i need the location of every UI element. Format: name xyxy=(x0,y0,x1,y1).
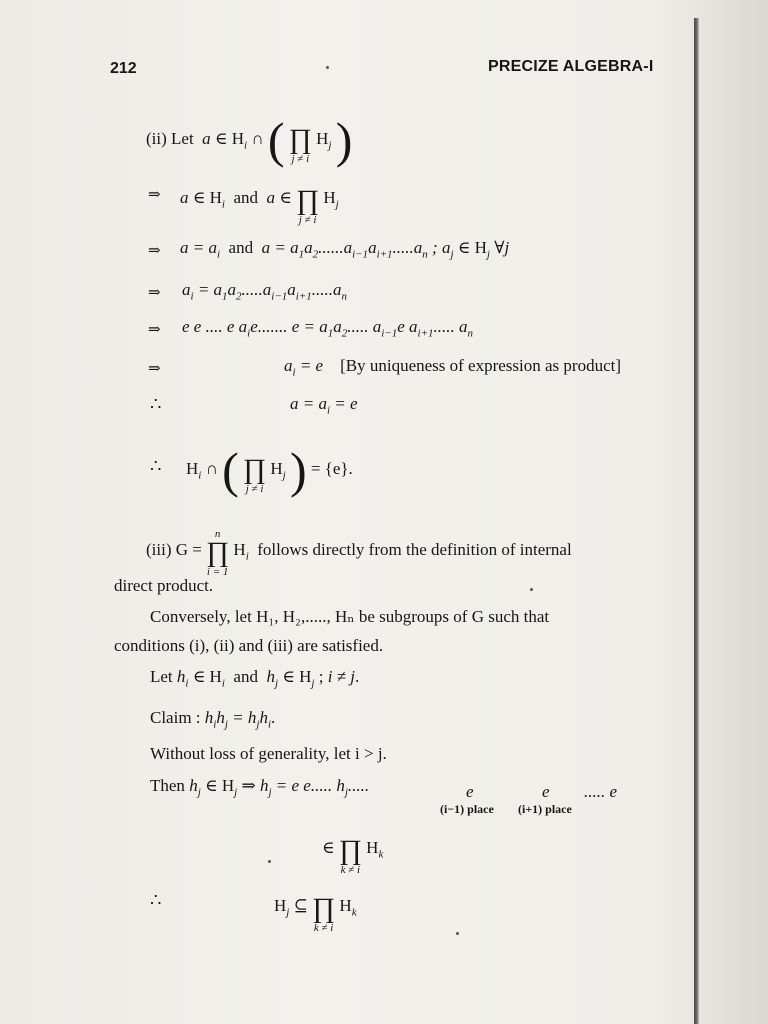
page-edge-shadow xyxy=(694,18,699,1024)
line-a-in-hi: a ∈ $H_i$ and a ∈ ∏ j ≠ i $H_j$ xyxy=(180,185,339,226)
conversely-line1: Conversely, let H₁, H₂,....., Hₙ be subgroups of G such that xyxy=(150,607,550,626)
item-ii-label: (ii) Let xyxy=(146,128,194,148)
line-a-equals-e: $a = a_i = e$ xyxy=(290,394,358,417)
line-ai-identity: $a_i = e$ [By uniqueness of expression as product] xyxy=(284,356,622,379)
e-at-i-plus-1: e xyxy=(542,782,550,801)
word-claim: Claim : xyxy=(150,708,201,727)
speck xyxy=(530,588,533,591)
line-iii: (iii) G = n ∏ i = 1 $H_i$ follows directly from the definition of internal xyxy=(146,528,572,578)
place-label-i-plus-1: (i+1) place xyxy=(518,802,572,816)
word-and: and xyxy=(228,238,254,257)
therefore-icon: ∴ xyxy=(150,394,162,414)
trivial-set: = {e}. xyxy=(310,458,353,478)
running-header: PRECIZE ALGEBRA-I xyxy=(488,58,654,75)
implies-icon: ⇒ xyxy=(148,361,161,377)
implies-icon: ⇒ xyxy=(148,322,161,338)
line-in-product-hk: ∈ ∏ k ≠ i $H_k$ xyxy=(322,835,384,876)
implies-icon: ⇒ xyxy=(148,243,161,259)
implies-icon: ⇒ xyxy=(148,285,161,301)
line-identity-product: e e .... e $a_ie$....... $e = a_1a_2$..... $a_{i-1}e$ $a_{i+1}$..... $a_n$ xyxy=(182,317,474,340)
therefore-icon: ∴ xyxy=(150,456,162,476)
word-let: Let xyxy=(150,667,173,686)
item-iii-label: (iii) G = xyxy=(146,539,202,559)
e-trailing: ..... e xyxy=(584,782,618,801)
line-ai-product: $a_i = a_1a_2.....a_{i-1}a_{i+1}.....a_n$ xyxy=(182,280,348,303)
therefore-icon: ∴ xyxy=(150,890,162,910)
iii-continuation: direct product. xyxy=(114,576,214,595)
speck xyxy=(268,860,271,863)
line-ii-let: (ii) Let a ∈ $H_i$ ∩ ( ∏ j ≠ i $H_j$ ) xyxy=(146,112,353,168)
line-hj-subset: $H_j$ ⊆ ∏ k ≠ i $H_k$ xyxy=(274,893,357,934)
speck xyxy=(326,66,329,69)
implies-icon: ⇒ xyxy=(148,187,161,203)
word-then: Then xyxy=(150,776,185,795)
line-then: Then $h_j$ ∈ $H_j$ ⇒ $h_j = e$ e..... $h_j$..... xyxy=(150,776,370,799)
line-claim: Claim : $h_ih_j = h_jh_i$. xyxy=(150,708,276,731)
conversely-line2: conditions (i), (ii) and (iii) are satisfied. xyxy=(114,636,384,655)
line-a-equals: $a = a_i$ and $a = a_1a_2......a_{i-1}a_{i+1}.....a_n$ ; $a_j$ ∈ $H_j$ ∀j xyxy=(180,238,510,261)
place-label-i-minus-1: (i−1) place xyxy=(440,802,494,816)
uniqueness-note: [By uniqueness of expression as product] xyxy=(340,356,622,375)
e-at-i-minus-1: e xyxy=(466,782,474,801)
line-let-h: Let $h_i$ ∈ $H_i$ and $h_j$ ∈ $H_j$ ; i ≠ j. xyxy=(150,667,360,690)
speck xyxy=(456,932,459,935)
page-number: 212 xyxy=(110,60,137,77)
iii-text: follows directly from the definition of internal xyxy=(257,539,572,559)
wlog-line: Without loss of generality, let i > j. xyxy=(150,744,387,763)
word-and: and xyxy=(233,187,258,207)
line-intersection-trivial: $H_i$ ∩ ( ∏ j ≠ i $H_j$ ) = {e}. xyxy=(186,442,353,498)
